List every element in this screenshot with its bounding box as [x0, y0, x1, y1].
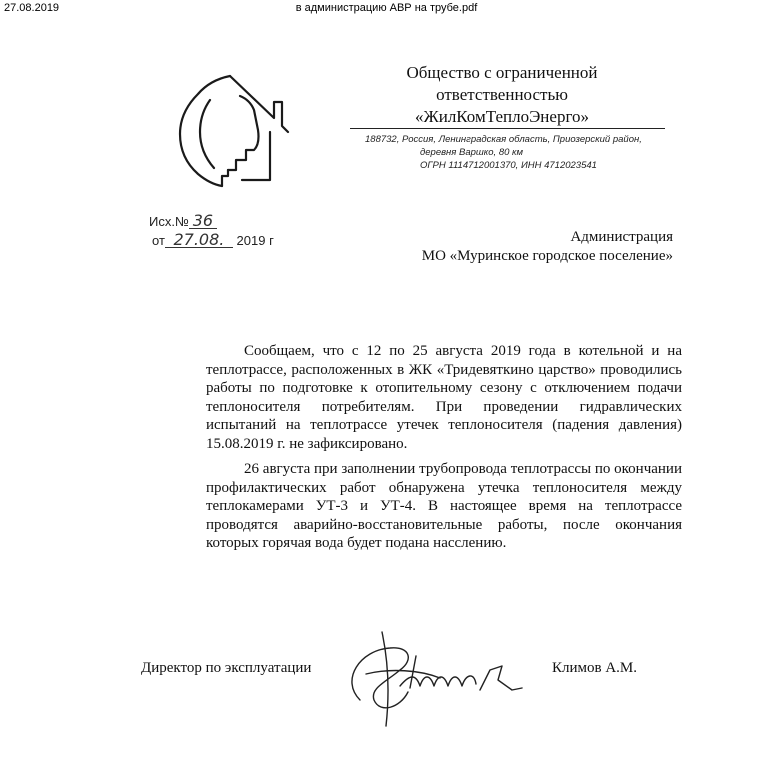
- outgoing-date: [152, 230, 274, 249]
- org-name-line3: «ЖилКомТеплоЭнерго»: [414, 107, 590, 126]
- body-paragraph-2: 26 августа при заполнении трубопровода теплотрассы по окончании профилактических работ обнаружена утечка теплоносителя между теплокамерами УТ-3 и УТ-4. В настоящее время на теплотрассе проводятся аварийно-восстановительные работы, после окончания которых горячая вода будет подана насслению.: [206, 461, 682, 552]
- house-profile-logo-icon: [170, 70, 290, 190]
- handwritten-signature: [330, 630, 535, 730]
- outgoing-number-value: 36: [189, 214, 217, 229]
- print-date: 27.08.2019: [4, 2, 60, 14]
- outgoing-number-label: Исх.№: [149, 214, 189, 229]
- body-paragraph-1: Сообщаем, что с 12 по 25 августа 2019 года в котельной и на теплотрассе, расположенных в ЖК «Тридевяткино царство» проводились работы по подготовке к отопительному сезону с отключением подачи теплоносителя потребителям. При проведении гидравлических испытаний на теплотрассе утечек теплоносителя (падения давления) 15.08.2019 г. не зафиксировано.: [206, 343, 682, 452]
- org-name-line2: ответственностью: [436, 85, 568, 104]
- recipient-line2: МО «Муринское городское поселение»: [421, 248, 673, 264]
- org-address-line1: 188732, Россия, Ленинградская область, Приозерский район,: [365, 134, 642, 145]
- recipient-line1: Администрация: [570, 229, 673, 245]
- document-title: в администрацию АВР на трубе.pdf: [295, 2, 478, 14]
- outgoing-number: [149, 211, 217, 230]
- outgoing-date-value: 27.08.: [165, 233, 233, 248]
- letterhead-divider: [350, 128, 665, 129]
- outgoing-year: 2019 г: [236, 233, 274, 248]
- signatory-name: Климов А.М.: [552, 660, 638, 676]
- org-registration: ОГРН 1114712001370, ИНН 4712023541: [420, 160, 597, 171]
- outgoing-date-label: от: [152, 233, 165, 248]
- signatory-title: Директор по эксплуатации: [141, 660, 312, 676]
- org-address-line2: деревня Варшко, 80 км: [420, 147, 524, 158]
- org-name-line1: Общество с ограниченной: [406, 63, 598, 82]
